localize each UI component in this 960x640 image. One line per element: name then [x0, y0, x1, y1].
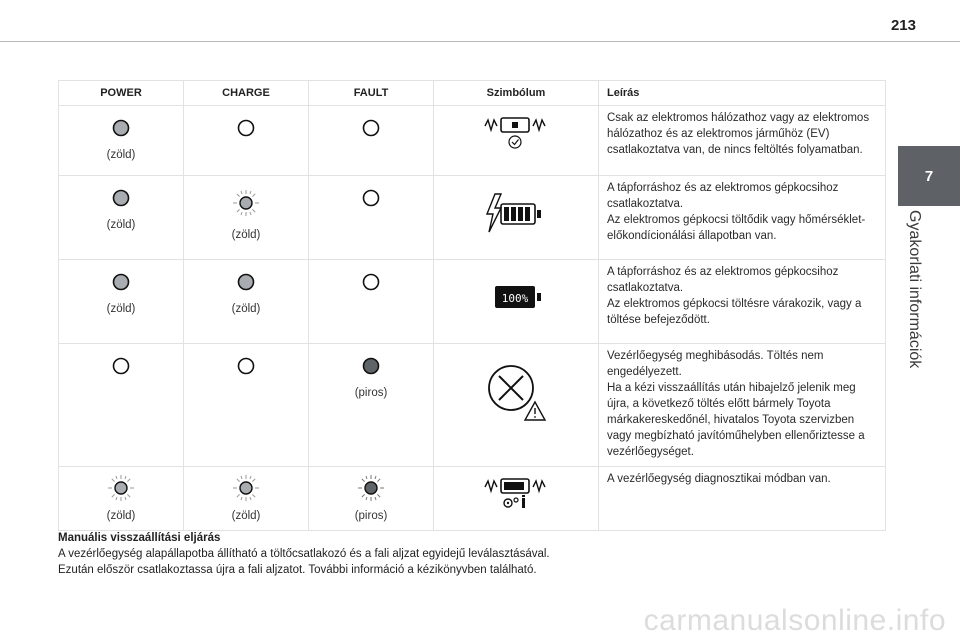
fault-cell	[309, 467, 434, 531]
fault-cell	[309, 344, 434, 467]
battery-percent-text: 100%	[501, 292, 529, 305]
header-divider	[0, 41, 960, 42]
description-cell: Csak az elektromos hálózathoz vagy az elektromos hálózathoz és az elektromos járműhöz (EV) csatlakoztatva van, de nincs feltöltés folyamatban.	[599, 106, 886, 176]
description-cell: A vezérlőegység diagnosztikai módban van.	[599, 467, 886, 531]
symbol-cell	[434, 260, 599, 344]
power-cell	[59, 176, 184, 260]
battery-charging-icon	[481, 184, 551, 244]
led-fault-blinking-icon	[356, 473, 386, 503]
charge-cell	[184, 106, 309, 176]
led-lit-icon	[111, 272, 131, 292]
fault-cell	[309, 106, 434, 176]
description-line: Ha a kézi visszaállítás után hibajelző jelenik meg újra, a következő töltés előtt bármely Toyota márkakereskedőnél, hivatalos Toyota szervizben vagy megbízható javítóműhelyben ellenőriztesse a vezérlőegységet.	[607, 382, 865, 458]
description-line: Vezérlőegység meghibásodás. Töltés nem engedélyezett.	[607, 350, 824, 378]
table-row	[59, 106, 886, 176]
fault-cell	[309, 260, 434, 344]
charge-cell	[184, 260, 309, 344]
header-power: POWER	[59, 81, 184, 106]
description-line: Az elektromos gépkocsi töltődik vagy hőmérséklet-előkondícionálási állapotban van.	[607, 214, 866, 242]
description-cell	[599, 260, 886, 344]
led-blinking-icon	[106, 473, 136, 503]
power-cell	[59, 106, 184, 176]
led-label: (zöld)	[231, 303, 261, 315]
description-line: A tápforráshoz és az elektromos gépkocsihoz csatlakoztatva.	[607, 266, 839, 294]
charge-cell	[184, 344, 309, 467]
symbol-cell	[434, 467, 599, 531]
table-header-row	[59, 81, 886, 106]
manual-reset-note	[58, 530, 878, 578]
power-cell	[59, 260, 184, 344]
fault-warning-icon	[481, 358, 551, 428]
charge-cell	[184, 176, 309, 260]
led-off-icon	[236, 118, 256, 138]
note-heading: Manuális visszaállítási eljárás	[58, 532, 221, 544]
fault-cell	[309, 176, 434, 260]
page-number: 213	[890, 17, 916, 34]
table-row	[59, 176, 886, 260]
table-row	[59, 260, 886, 344]
header-fault: FAULT	[309, 81, 434, 106]
led-off-icon	[361, 118, 381, 138]
note-line: A vezérlőegység alapállapotba állítható a töltőcsatlakozó és a fali aljzat egyidejű leválasztásával.	[58, 548, 550, 560]
header-symbol: Szimbólum	[434, 81, 599, 106]
led-off-icon	[236, 356, 256, 376]
header-charge: CHARGE	[184, 81, 309, 106]
watermark: carmanualsonline.info	[643, 604, 946, 637]
battery-full-icon	[481, 268, 551, 328]
description-cell	[599, 344, 886, 467]
led-off-icon	[361, 188, 381, 208]
description-line: A tápforráshoz és az elektromos gépkocsihoz csatlakoztatva.	[607, 182, 839, 210]
symbol-cell	[434, 106, 599, 176]
note-line: Ezután először csatlakoztassa újra a fali aljzatot. További információ a kézikönyvben található.	[58, 564, 537, 576]
diagnostic-mode-icon	[481, 475, 551, 511]
status-indicator-table	[58, 80, 886, 531]
led-label: (zöld)	[106, 303, 136, 315]
chapter-title: Gyakorlati információk	[906, 210, 923, 369]
power-cell	[59, 344, 184, 467]
symbol-cell	[434, 176, 599, 260]
led-fault-icon	[361, 356, 381, 376]
led-label: (zöld)	[231, 229, 261, 241]
led-lit-icon	[111, 188, 131, 208]
led-lit-icon	[111, 118, 131, 138]
plug-connected-check-icon	[481, 114, 551, 150]
table-row	[59, 344, 886, 467]
symbol-cell	[434, 344, 599, 467]
led-off-icon	[361, 272, 381, 292]
power-cell	[59, 467, 184, 531]
led-label: (zöld)	[231, 510, 261, 522]
table-row	[59, 467, 886, 531]
led-label: (zöld)	[106, 219, 136, 231]
led-label: (zöld)	[106, 149, 136, 161]
led-blinking-icon	[231, 188, 261, 218]
chapter-number: 7	[924, 167, 934, 185]
led-lit-icon	[236, 272, 256, 292]
description-cell	[599, 176, 886, 260]
led-label: (zöld)	[106, 510, 136, 522]
led-label: (piros)	[354, 510, 388, 522]
header-description: Leírás	[599, 81, 886, 106]
chapter-tab[interactable]	[898, 146, 960, 206]
charge-cell	[184, 467, 309, 531]
led-blinking-icon	[231, 473, 261, 503]
led-off-icon	[111, 356, 131, 376]
description-line: Az elektromos gépkocsi töltésre várakozik, vagy a töltése befejeződött.	[607, 298, 862, 326]
led-label: (piros)	[354, 387, 388, 399]
